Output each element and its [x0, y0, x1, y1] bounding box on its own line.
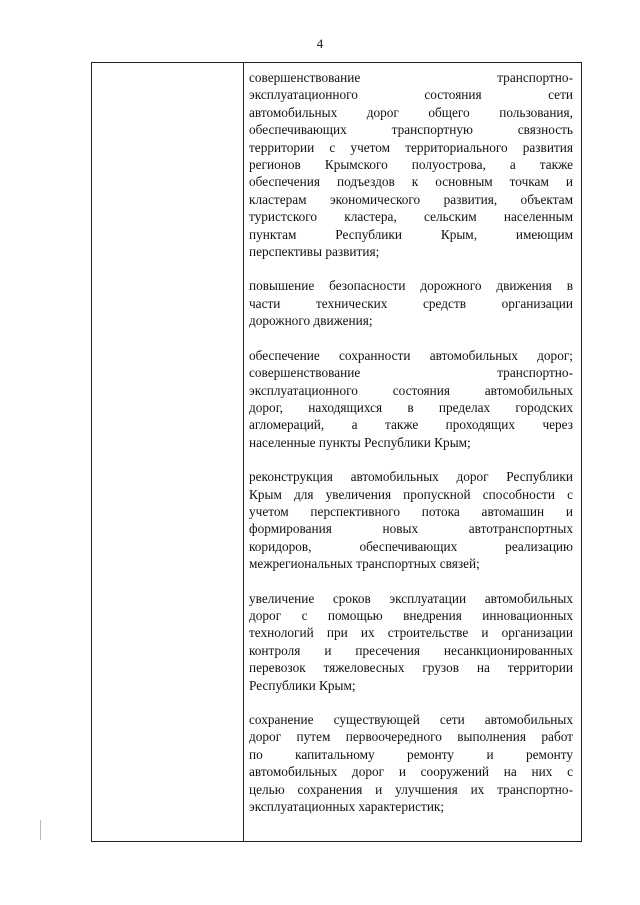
paragraph-line: эксплуатационного состояния сети: [249, 87, 573, 103]
paragraph-line: территории с учетом территориального развития: [249, 139, 573, 155]
paragraph-line: части технических средств организации: [249, 295, 573, 311]
list-item-paragraph: [249, 711, 573, 815]
paragraph-line: повышение безопасности дорожного движения в: [249, 278, 573, 294]
paragraph-line: кластерам экономического развития, объектам: [249, 191, 573, 207]
paragraph-line: дорожного движения;: [249, 313, 373, 329]
paragraph-line: совершенствование транспортно-: [249, 70, 573, 85]
paragraph-line: дорог путем первоочередного выполнения работ: [249, 729, 573, 745]
list-item-paragraph: [249, 277, 573, 329]
paragraph-line: агломераций, а также проходящих через: [249, 417, 573, 433]
paragraph-line: дорог с помощью внедрения инновационных: [249, 607, 573, 623]
paragraph-line: населенные пункты Республики Крым;: [249, 434, 471, 450]
paragraph-line: обеспечения подъездов к основным точкам и: [249, 174, 573, 190]
paragraph-line: контроля и пресечения несанкционированных: [249, 642, 573, 658]
paragraph-line: автомобильных дорог общего пользования,: [249, 104, 573, 120]
paragraph-line: автомобильных дорог и сооружений на них с: [249, 764, 573, 780]
paragraph-line: межрегиональных транспортных связей;: [249, 556, 480, 572]
paragraph-line: обеспечивающих транспортную связность: [249, 122, 573, 138]
paragraph-line: по капитальному ремонту и ремонту: [249, 746, 573, 762]
table-left-cell-empty: [92, 63, 244, 841]
paragraph-line: учетом перспективного потока автомашин и: [249, 503, 573, 519]
paragraph-line: сохранение существующей сети автомобильных: [249, 712, 573, 727]
paragraph-line: эксплуатационных характеристик;: [249, 799, 445, 815]
paragraph-line: совершенствование транспортно-: [249, 365, 573, 381]
paragraph-line: обеспечение сохранности автомобильных дорог;: [249, 347, 573, 363]
paragraph-line: коридоров, обеспечивающих реализацию: [249, 538, 573, 554]
paragraph-line: увеличение сроков эксплуатации автомобильных: [249, 590, 573, 606]
paragraph-line: регионов Крымского полуострова, а также: [249, 157, 573, 173]
paragraph-line: Республики Крым;: [249, 677, 356, 693]
document-table: [91, 62, 582, 842]
paragraph-line: пунктам Республики Крым, имеющим: [249, 226, 573, 242]
paragraph-line: технологий при их строительстве и организации: [249, 625, 573, 641]
paragraph-line: дорог, находящихся в пределах городских: [249, 399, 573, 415]
paragraph-line: Крым для увеличения пропускной способности с: [249, 486, 573, 502]
list-item-paragraph: [249, 347, 573, 451]
page-number: 4: [316, 36, 324, 51]
paragraph-line: перевозок тяжеловесных грузов на территории: [249, 660, 573, 676]
scan-artifact-line: [40, 820, 41, 840]
list-item-paragraph: [249, 468, 573, 572]
paragraph-line: целью сохранения и улучшения их транспортно-: [249, 781, 573, 797]
paragraph-line: эксплуатационного состояния автомобильных: [249, 382, 573, 398]
list-item-paragraph: [249, 69, 573, 260]
paragraph-line: реконструкция автомобильных дорог Республики: [249, 469, 573, 485]
paragraph-line: туристского кластера, сельским населенным: [249, 209, 573, 225]
paragraph-line: формирования новых автотранспортных: [249, 521, 573, 537]
list-item-paragraph: [249, 590, 573, 694]
paragraph-line: перспективы развития;: [249, 244, 380, 260]
table-right-cell: [244, 63, 581, 841]
